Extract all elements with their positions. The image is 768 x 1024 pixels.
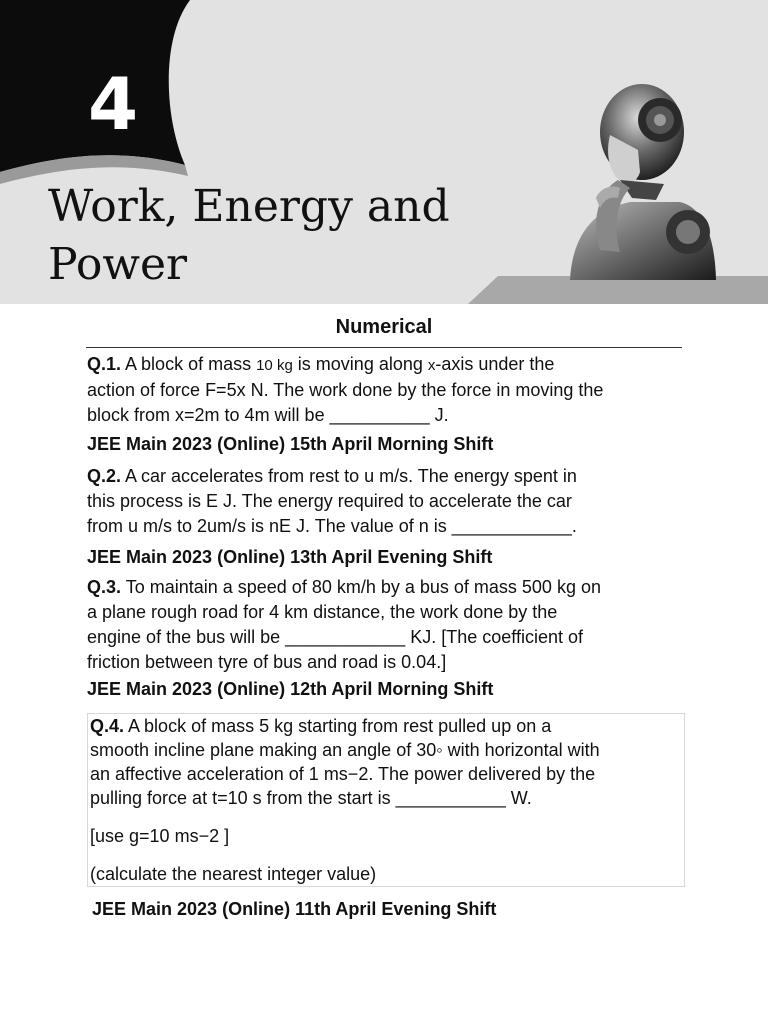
question-4-note-rounding: (calculate the nearest integer value) [90,864,377,884]
question-3-source: JEE Main 2023 (Online) 12th April Morning Shift [87,679,494,699]
question-4-note-g: [use g=10 ms−2 ] [90,826,230,846]
question-label: Q.1. [87,354,122,374]
question-2-source: JEE Main 2023 (Online) 13th April Evening Shift [87,547,493,567]
question-1: Q.1. A block of mass 10 kg is moving along x-axis under the action of force F=5x N. The work done by the force in moving the block from x=2m to 4m will be __________ J. [87,354,604,425]
question-3: Q.3. To maintain a speed of 80 km/h by a bus of mass 500 kg on a plane rough road for 4 km distance, the work done by the engine of the bus will be ____________ KJ. [The coefficient of friction between tyre of bus and road is 0.04.] [87,577,601,672]
chapter-title-line1: Work, Energy and [48,181,450,232]
chapter-title-line2: Power [48,239,188,290]
section-divider [86,347,682,348]
question-2: Q.2. A car accelerates from rest to u m/s. The energy spent in this process is E J. The energy required to accelerate the car from u m/s to 2um/s is nE J. The value of n is ____________. [87,466,577,536]
chapter-header [0,0,768,304]
chapter-title [48,178,468,294]
question-label: Q.3. [87,577,122,597]
question-1-source: JEE Main 2023 (Online) 15th April Morning Shift [87,434,494,454]
robot-thinker-image [560,80,720,280]
section-title: Numerical [335,316,433,338]
question-4: Q.4. A block of mass 5 kg starting from rest pulled up on a smooth incline plane making an angle of 30◦ with horizontal with an affective acceleration of 1 ms−2. The power delivered by the pulling force at t=10 s from the start is ___________ W. [use g=10 ms−2 ] (calculate the nearest integer value) [87,713,685,887]
question-4-source: JEE Main 2023 (Online) 11th April Evening Shift [92,899,497,919]
question-label: Q.2. [87,466,122,486]
question-label: Q.4. [90,716,125,736]
chapter-number: 4 [88,62,139,146]
